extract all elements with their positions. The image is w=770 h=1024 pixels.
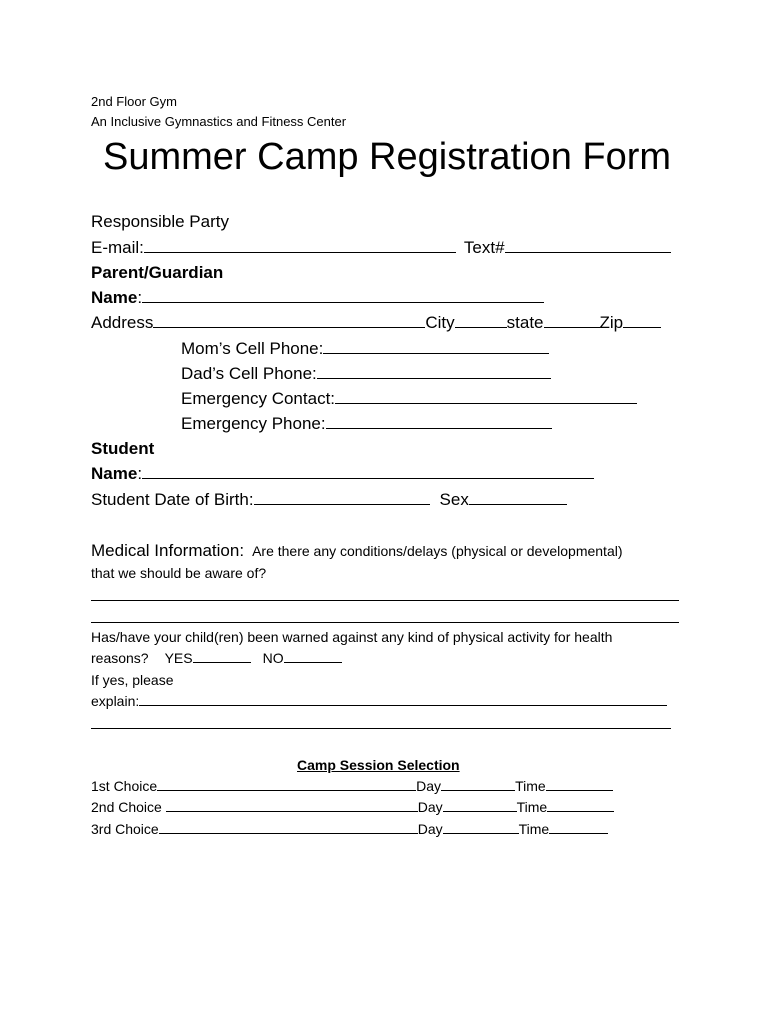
session-time-field[interactable] [546, 789, 613, 791]
session-choice-label: 1st Choice [91, 778, 158, 794]
session-choice-label: 3rd Choice [91, 821, 159, 837]
student-name-colon: : [137, 464, 143, 483]
no-label: NO [262, 650, 284, 666]
text-label: Text# [463, 238, 505, 257]
parent-name-colon: : [137, 288, 143, 307]
yes-label: YES [164, 650, 193, 666]
session-day-field[interactable] [443, 810, 517, 812]
parent-name-field[interactable] [142, 301, 544, 303]
explain-row [91, 694, 667, 708]
session-day-label: Day [417, 799, 443, 815]
session-choice-field[interactable] [159, 832, 418, 834]
moms-cell-field[interactable] [323, 352, 549, 354]
warned-question-line1: Has/have your child(ren) been warned against any kind of physical activity for health [91, 629, 613, 645]
medical-row [91, 542, 623, 560]
student-dob-row [91, 491, 567, 508]
yes-field[interactable] [193, 661, 251, 663]
session-time-field[interactable] [547, 810, 614, 812]
dads-cell-field[interactable] [317, 377, 551, 379]
session-row-1 [91, 779, 613, 793]
session-time-label: Time [516, 799, 548, 815]
dads-cell-row [181, 365, 551, 382]
emergency-phone-label: Emergency Phone: [181, 414, 326, 433]
camp-session-heading: Camp Session Selection [297, 757, 460, 773]
responsible-party-heading: Responsible Party [91, 212, 229, 231]
parent-name-row [91, 289, 544, 306]
city-label: City [425, 313, 455, 332]
session-choice-label: 2nd Choice [91, 799, 166, 815]
moms-cell-label: Mom’s Cell Phone: [181, 339, 324, 358]
session-choice-field[interactable] [157, 789, 416, 791]
medical-answer-line-1[interactable] [91, 600, 679, 601]
state-label: state [506, 313, 544, 332]
emergency-contact-field[interactable] [335, 402, 637, 404]
emergency-phone-field[interactable] [326, 427, 552, 429]
emergency-contact-row [181, 390, 637, 407]
student-name-field[interactable] [142, 477, 594, 479]
session-time-field[interactable] [549, 832, 608, 834]
city-field[interactable] [455, 326, 507, 328]
zip-field[interactable] [623, 326, 661, 328]
session-day-field[interactable] [443, 832, 519, 834]
emergency-contact-label: Emergency Contact: [181, 389, 336, 408]
if-yes-label: If yes, please [91, 672, 174, 688]
text-number-field[interactable] [505, 251, 671, 253]
org-name: 2nd Floor Gym [91, 94, 177, 109]
session-time-label: Time [518, 821, 550, 837]
student-dob-field[interactable] [254, 503, 430, 505]
medical-question-line2: that we should be aware of? [91, 565, 267, 581]
student-heading: Student [91, 439, 155, 458]
medical-label: Medical Information: [91, 541, 245, 560]
state-field[interactable] [544, 326, 600, 328]
dads-cell-label: Dad’s Cell Phone: [181, 364, 317, 383]
parent-name-label: Name [91, 288, 138, 307]
email-label: E-mail: [91, 238, 144, 257]
email-row [91, 239, 671, 256]
student-dob-label: Student Date of Birth: [91, 490, 254, 509]
student-name-label: Name [91, 464, 138, 483]
address-field[interactable] [153, 326, 425, 328]
student-name-row [91, 465, 594, 482]
no-field[interactable] [284, 661, 342, 663]
page-title: Summer Camp Registration Form [103, 136, 672, 178]
session-row-2 [91, 800, 614, 814]
warned-answer-row [91, 651, 342, 665]
org-tagline: An Inclusive Gymnastics and Fitness Center [91, 114, 347, 129]
session-time-label: Time [515, 778, 546, 794]
moms-cell-row [181, 340, 549, 357]
medical-answer-line-2[interactable] [91, 622, 679, 623]
warned-reasons-label: reasons? [91, 650, 149, 666]
email-field[interactable] [144, 251, 456, 253]
explain-field[interactable] [139, 704, 667, 706]
medical-question-line1: Are there any conditions/delays (physical or developmental) [252, 543, 623, 559]
address-row [91, 314, 661, 331]
session-day-label: Day [417, 821, 443, 837]
session-day-label: Day [416, 778, 442, 794]
sex-label: Sex [439, 490, 469, 509]
emergency-phone-row [181, 415, 552, 432]
parent-guardian-heading: Parent/Guardian [91, 263, 224, 282]
explain-label: explain: [91, 693, 140, 709]
session-choice-field[interactable] [166, 810, 418, 812]
session-day-field[interactable] [441, 789, 515, 791]
sex-field[interactable] [469, 503, 567, 505]
session-row-3 [91, 822, 608, 836]
zip-label: Zip [599, 313, 624, 332]
address-label: Address [91, 313, 154, 332]
explain-answer-line[interactable] [91, 728, 671, 729]
